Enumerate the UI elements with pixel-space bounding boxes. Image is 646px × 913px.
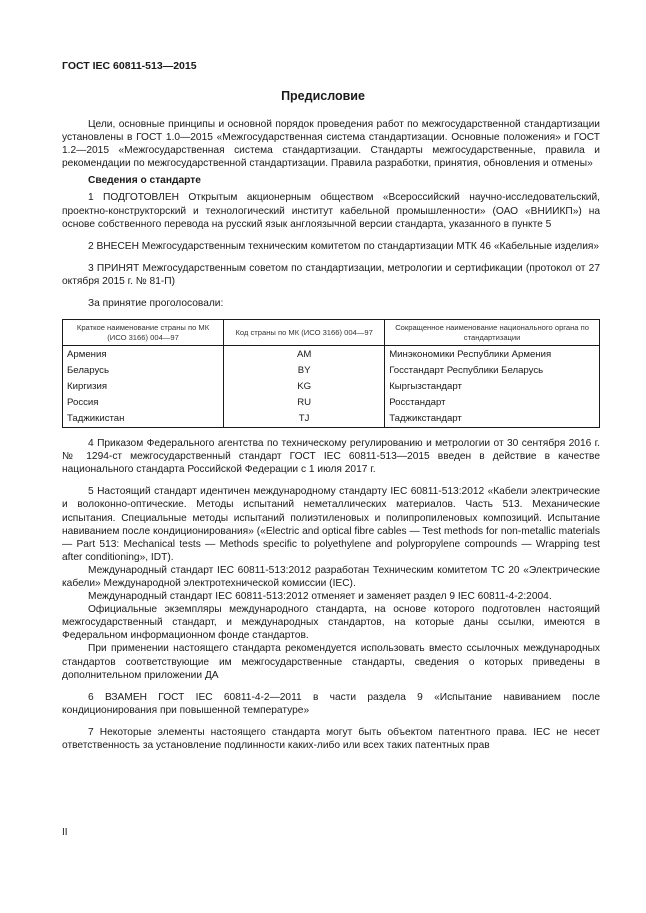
code-cell: KG (224, 379, 385, 395)
item-5-developer-paragraph: Международный стандарт IEC 60811-513:2012 разработан Техническим комитетом ТС 20 «Электрические кабели» Международной электротехнической комиссии (IEC). (62, 564, 600, 589)
item-5-paragraph: 5 Настоящий стандарт идентичен международному стандарту IEC 60811-513:2012 «Кабели электрические и волоконно-оптические. Методы испытаний неметаллических материалов. Часть 513. Механические испытания. Специальные методы испытаний полиэтиленовых и полипропиленовых композиций. Испытание навиванием после кондиционирования» («Electric and optical fibre cables — Test methods for non-metallic materials — Part 513: Mechanical tests — Methods specific to polyethylene and polypropylene compounds — Wrapping test after conditioning», IDT). (62, 486, 600, 563)
item-3-paragraph: 3 ПРИНЯТ Межгосударственным советом по стандартизации, метрологии и сертификации (протокол от 27 октября 2015 г. № 81-П) (62, 262, 600, 287)
voting-table (62, 319, 600, 428)
standards-body-cell: Росстандарт (385, 395, 600, 411)
item-5-official-copies-paragraph: Официальные экземпляры международного стандарта, на основе которого подготовлен настоящий межгосударственный стандарт, и международных стандартов, на которые даны ссылки, имеются в Федеральном информационном фонде стандартов. (62, 604, 600, 642)
item-1-paragraph: 1 ПОДГОТОВЛЕН Открытым акционерным обществом «Всероссийский научно-исследовательский, проектно-конструкторский и технологический институт кабельной промышленности» (ОАО «ВНИИКП») на основе собственного перевода на русский язык англоязычной версии стандарта, указанного в пункте 5 (62, 192, 600, 230)
table-row (63, 362, 600, 378)
intro-paragraph: Цели, основные принципы и основной порядок проведения работ по межгосударственной стандартизации установлены в ГОСТ 1.0—2015 «Межгосударственная система стандартизации. Основные положения» и ГОСТ 1.2—2015 «Межгосударственная система стандартизации. Стандарты межгосударственные, правила и рекомендации по межгосударственной стандартизации. Правила разработки, принятия, обновления и отмены» (62, 119, 600, 170)
table-header-row (63, 320, 600, 346)
code-cell: BY (224, 362, 385, 378)
item-5-application-paragraph: При применении настоящего стандарта рекомендуется использовать вместо ссылочных международных стандартов соответствующие им межгосударственные стандарты, сведения о которых приведены в дополнительном приложении ДА (62, 643, 600, 681)
table-row (63, 395, 600, 411)
page-title: Предисловие (281, 89, 365, 103)
standards-body-cell: Минэкономики Республики Армения (385, 346, 600, 363)
column-header-code: Код страны по МК (ИСО 3166) 004—97 (224, 320, 385, 346)
item-7-paragraph: 7 Некоторые элементы настоящего стандарта могут быть объектом патентного права. IEC не несет ответственность за установление подлинности каких-либо или всех таких патентных прав (62, 726, 600, 752)
section-subheading: Сведения о стандарте (88, 175, 201, 187)
item-2-paragraph: 2 ВНЕСЕН Межгосударственным техническим комитетом по стандартизации МТК 46 «Кабельные изделия» (88, 240, 600, 252)
country-cell: Россия (63, 395, 224, 411)
vote-label: За принятие проголосовали: (88, 298, 224, 310)
standards-body-cell: Кыргызстандарт (385, 379, 600, 395)
item-6-paragraph: 6 ВЗАМЕН ГОСТ IEC 60811-4-2—2011 в части раздела 9 «Испытание навиванием после кондиционирования при повышенной температуре» (62, 691, 600, 716)
country-cell: Киргизия (63, 379, 224, 395)
document-body (62, 118, 600, 752)
standard-code-header: ГОСТ IEC 60811-513—2015 (62, 60, 197, 72)
code-cell: TJ (224, 411, 385, 428)
item-4-paragraph: 4 Приказом Федерального агентства по техническому регулированию и метрологии от 30 сентября 2016 г. № 1294-ст межгосударственный стандарт ГОСТ IEC 60811-513—2015 введен в действие в качестве национального стандарта Российской Федерации с 1 июля 2017 г. (62, 438, 600, 476)
table-row (63, 411, 600, 428)
standards-body-cell: Госстандарт Республики Беларусь (385, 362, 600, 378)
code-cell: AM (224, 346, 385, 363)
column-header-body: Сокращенное наименование национального органа по стандартизации (385, 320, 600, 346)
table-row (63, 379, 600, 395)
code-cell: RU (224, 395, 385, 411)
page-number: II (62, 827, 68, 838)
table-row (63, 346, 600, 363)
country-cell: Армения (63, 346, 224, 363)
standards-body-cell: Таджикстандарт (385, 411, 600, 428)
country-cell: Беларусь (63, 362, 224, 378)
column-header-country: Краткое наименование страны по МК (ИСО 3166) 004—97 (63, 320, 224, 346)
country-cell: Таджикистан (63, 411, 224, 428)
item-5-replaces-paragraph: Международный стандарт IEC 60811-513:2012 отменяет и заменяет раздел 9 IEC 60811-4-2:2004. (88, 591, 552, 603)
